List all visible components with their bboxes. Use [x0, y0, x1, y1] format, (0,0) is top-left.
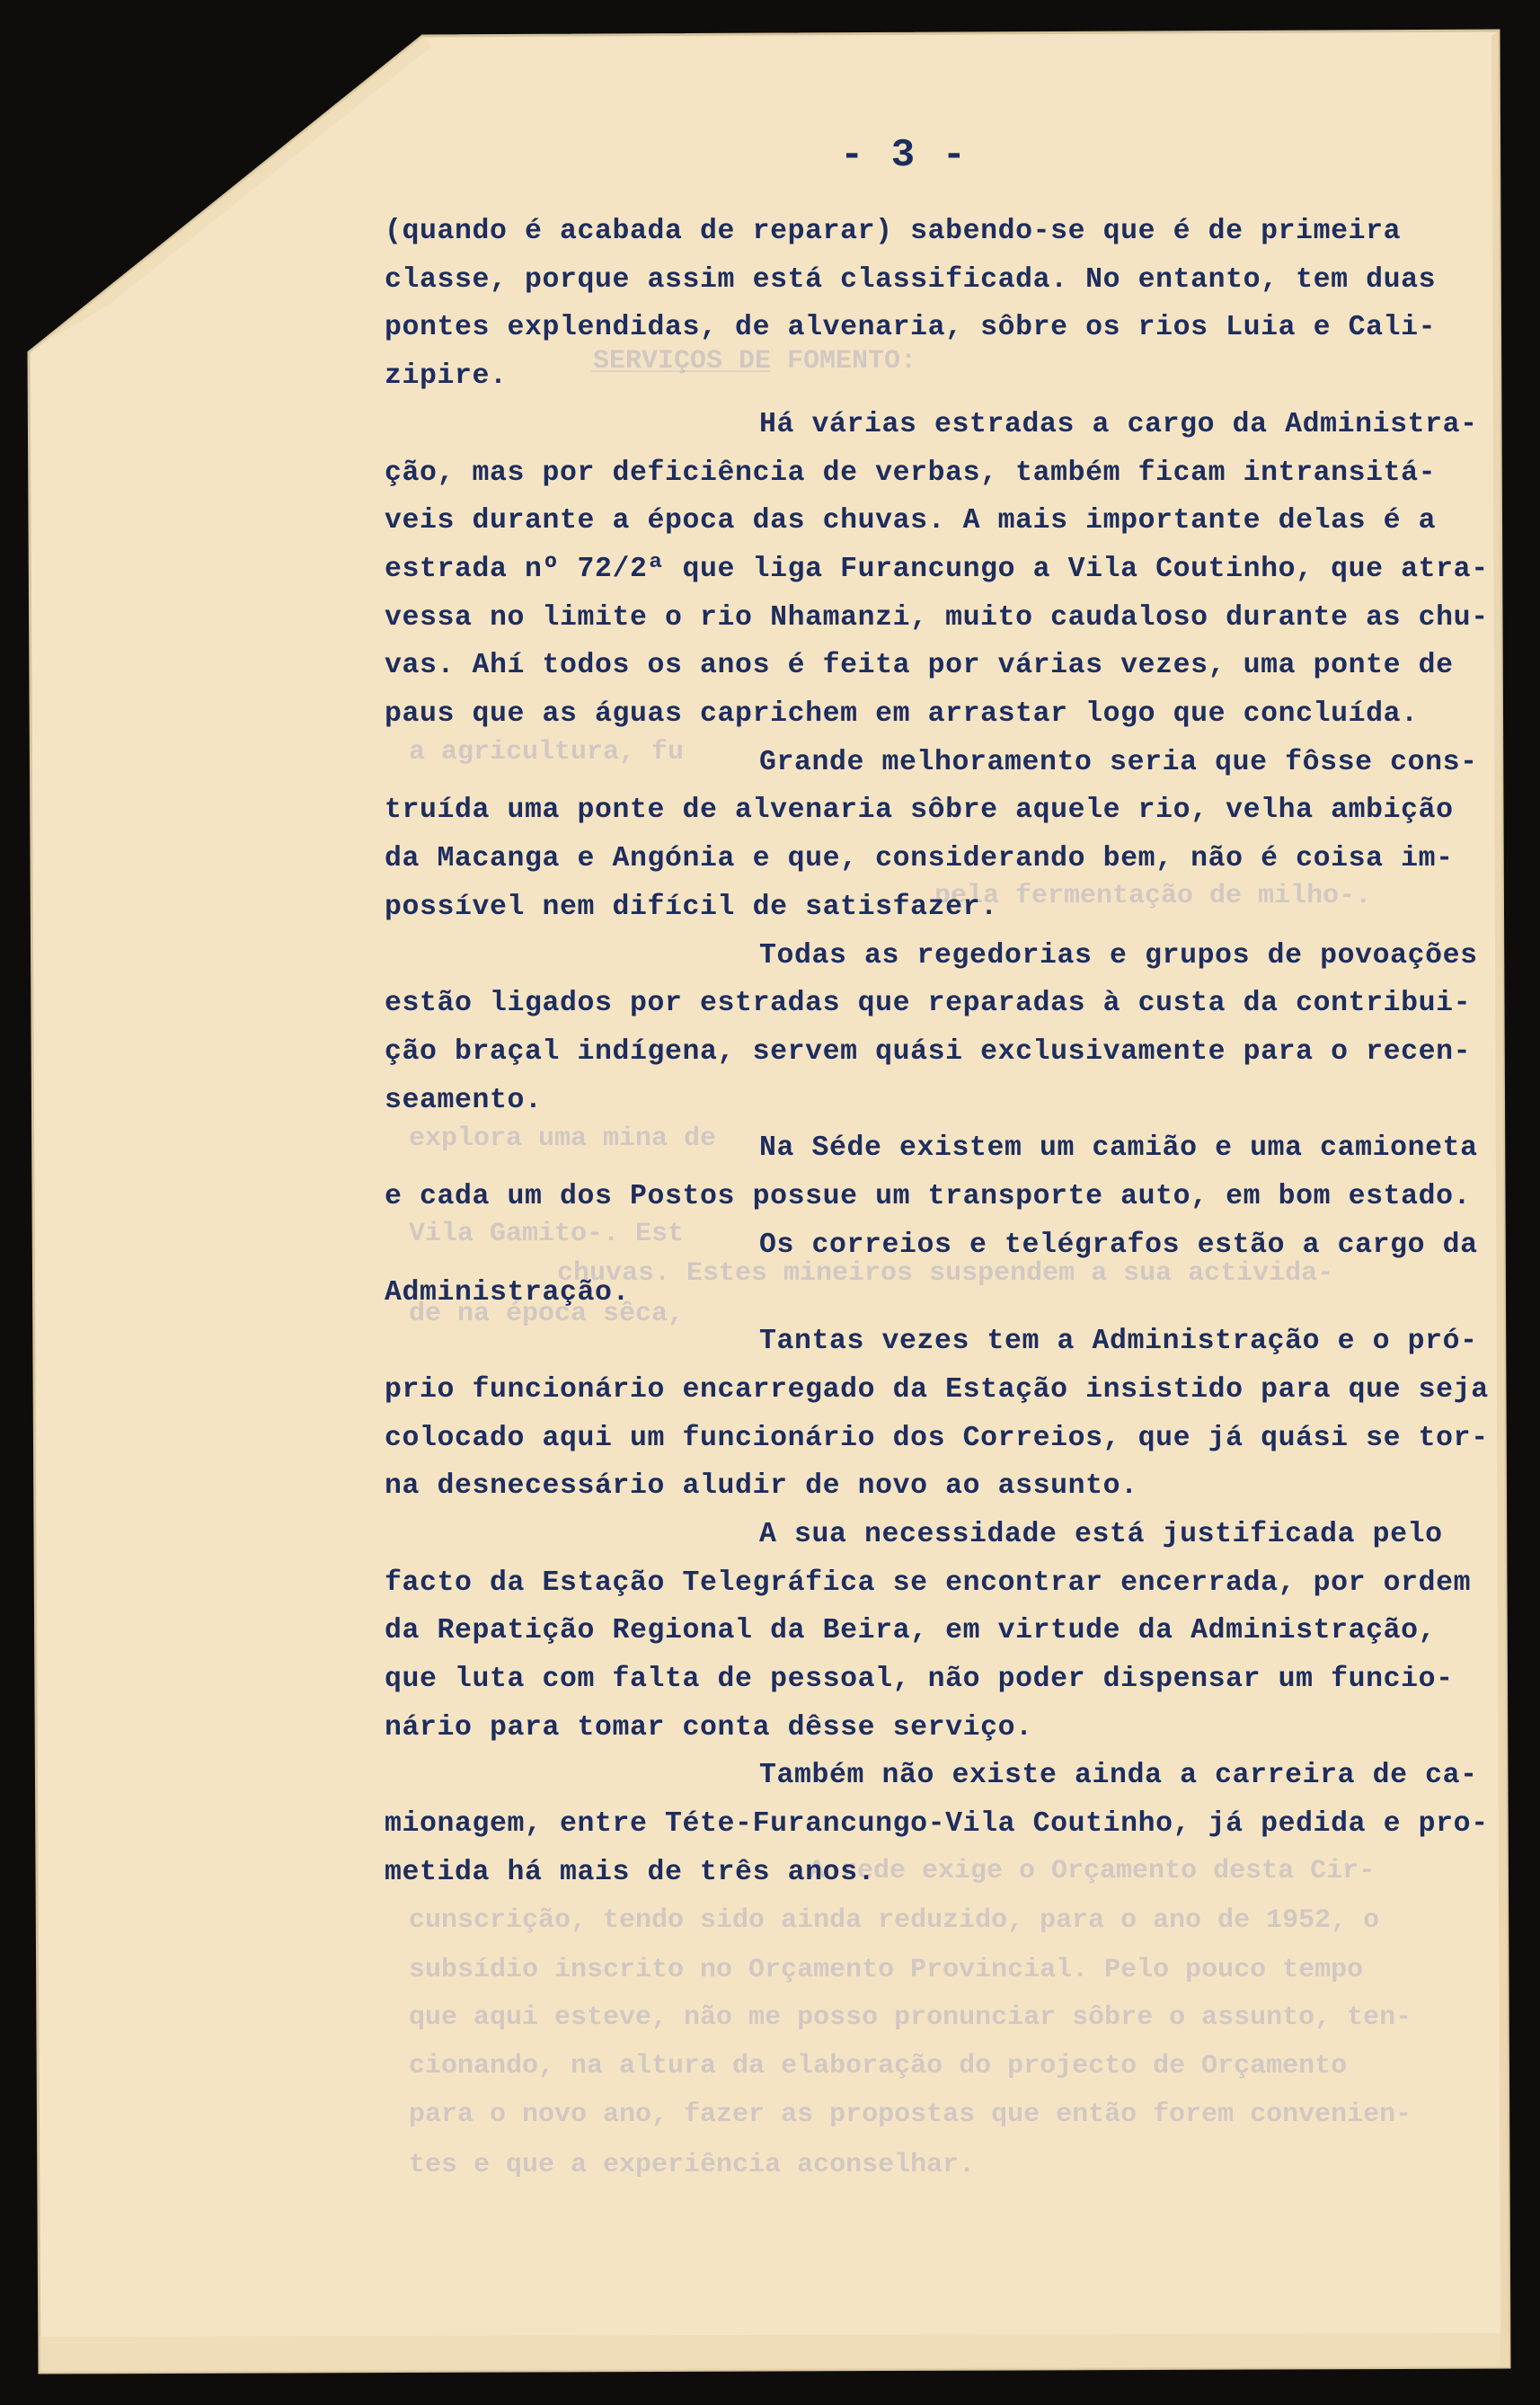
- show-through-text: explora uma mina de: [409, 1123, 717, 1154]
- text-line: truída uma ponte de alvenaria sôbre aquele rio, velha ambição: [385, 794, 1454, 827]
- text-line: Tantas vezes tem a Administração e o pró-: [759, 1326, 1478, 1358]
- show-through-text: chuvas. Estes mineiros suspendem a sua activida-: [557, 1258, 1334, 1289]
- show-through-text: a agricultura, fu: [409, 737, 685, 768]
- text-line: possível nem difícil de satisfazer.: [385, 891, 998, 923]
- text-line: metida há mais de três anos.: [385, 1856, 876, 1888]
- text-line: Administração.: [385, 1277, 631, 1309]
- text-line: Grande melhoramento seria que fôsse cons-: [759, 746, 1478, 778]
- text-line: mionagem, entre Téte-Furancungo-Vila Coutinho, já pedida e pro-: [385, 1808, 1489, 1841]
- text-line: classe, porque assim está classificada. No entanto, tem duas: [385, 263, 1437, 296]
- text-line: estão ligados por estradas que reparadas à custa da contribui-: [385, 988, 1472, 1020]
- text-line: ção braçal indígena, servem quási exclusivamente para o recen-: [385, 1035, 1472, 1068]
- text-line: (quando é acabada de reparar) sabendo-se que é de primeira: [385, 216, 1402, 247]
- text-line: zipire.: [385, 360, 508, 393]
- text-line: nário para tomar conta dêsse serviço.: [385, 1711, 1033, 1744]
- text-line: Há várias estradas a cargo da Administra-: [759, 408, 1478, 440]
- show-through-text: cionando, na altura da elaboração do projecto de Orçamento: [409, 2051, 1348, 2081]
- text-line: vas. Ahí todos os anos é feita por várias vezes, uma ponte de: [385, 650, 1454, 682]
- text-line: A sua necessidade está justificada pelo: [759, 1518, 1443, 1550]
- text-line: facto da Estação Telegráfica se encontrar encerrada, por ordem: [385, 1566, 1472, 1599]
- text-line: da Macanga e Angónia e que, considerando bem, não é coisa im-: [385, 843, 1454, 875]
- text-line: paus que as águas caprichem em arrastar logo que concluída.: [385, 698, 1419, 730]
- text-line: estrada nº 72/2ª que liga Furancungo a Vila Coutinho, que atra-: [385, 553, 1489, 585]
- text-line: vessa no limite o rio Nhamanzi, muito caudaloso durante as chu-: [385, 601, 1489, 634]
- show-through-text: Vila Gamito-. Est: [409, 1219, 685, 1249]
- text-line: e cada um dos Postos possue um transporte auto, em bom estado.: [385, 1181, 1472, 1212]
- show-through-text: de na época sêca,: [409, 1299, 685, 1329]
- page-number: - 3 -: [840, 133, 969, 178]
- show-through-text: cunscrição, tendo sido ainda reduzido, para o ano de 1952, o: [409, 1905, 1380, 1936]
- show-through-text: que aqui esteve, não me posso pronunciar sôbre o assunto, ten-: [409, 2002, 1412, 2033]
- text-line: colocado aqui um funcionário dos Correios, que já quási se tor-: [385, 1422, 1489, 1454]
- text-line: prio funcionário encarregado da Estação insistido para que seja: [385, 1373, 1489, 1406]
- text-line: Também não existe ainda a carreira de ca-: [759, 1760, 1478, 1792]
- show-through-text: SERVIÇOS DE FOMENTO:: [593, 346, 917, 377]
- text-line: Os correios e telégrafos estão a cargo da: [759, 1229, 1478, 1261]
- show-through-text: pela fermentação de milho-.: [934, 881, 1372, 911]
- text-line: Na Séde existem um camião e uma camioneta: [759, 1132, 1478, 1165]
- show-through-text: tes e que a experiência aconselhar.: [409, 2150, 976, 2180]
- text-line: na desnecessário aludir de novo ao assunto.: [385, 1470, 1138, 1503]
- text-line: veis durante a época das chuvas. A mais importante delas é a: [385, 505, 1437, 537]
- text-line: ção, mas por deficiência de verbas, também ficam intransitá-: [385, 457, 1437, 489]
- text-line: da Repatição Regional da Beira, em virtude da Administração,: [385, 1615, 1437, 1647]
- show-through-text: subsídio inscrito no Orçamento Provincial. Pelo pouco tempo: [409, 1955, 1364, 1985]
- text-line: pontes explendidas, de alvenaria, sôbre os rios Luia e Cali-: [385, 312, 1437, 344]
- text-line: que luta com falta de pessoal, não poder dispensar um funcio-: [385, 1664, 1454, 1695]
- show-through-text: para o novo ano, fazer as propostas que então forem convenien-: [409, 2099, 1412, 2130]
- text-line: seamento.: [385, 1084, 543, 1116]
- text-line: Todas as regedorias e grupos de povoações: [759, 939, 1478, 972]
- show-through-text: A rede exige o Orçamento desta Cir-: [809, 1856, 1376, 1886]
